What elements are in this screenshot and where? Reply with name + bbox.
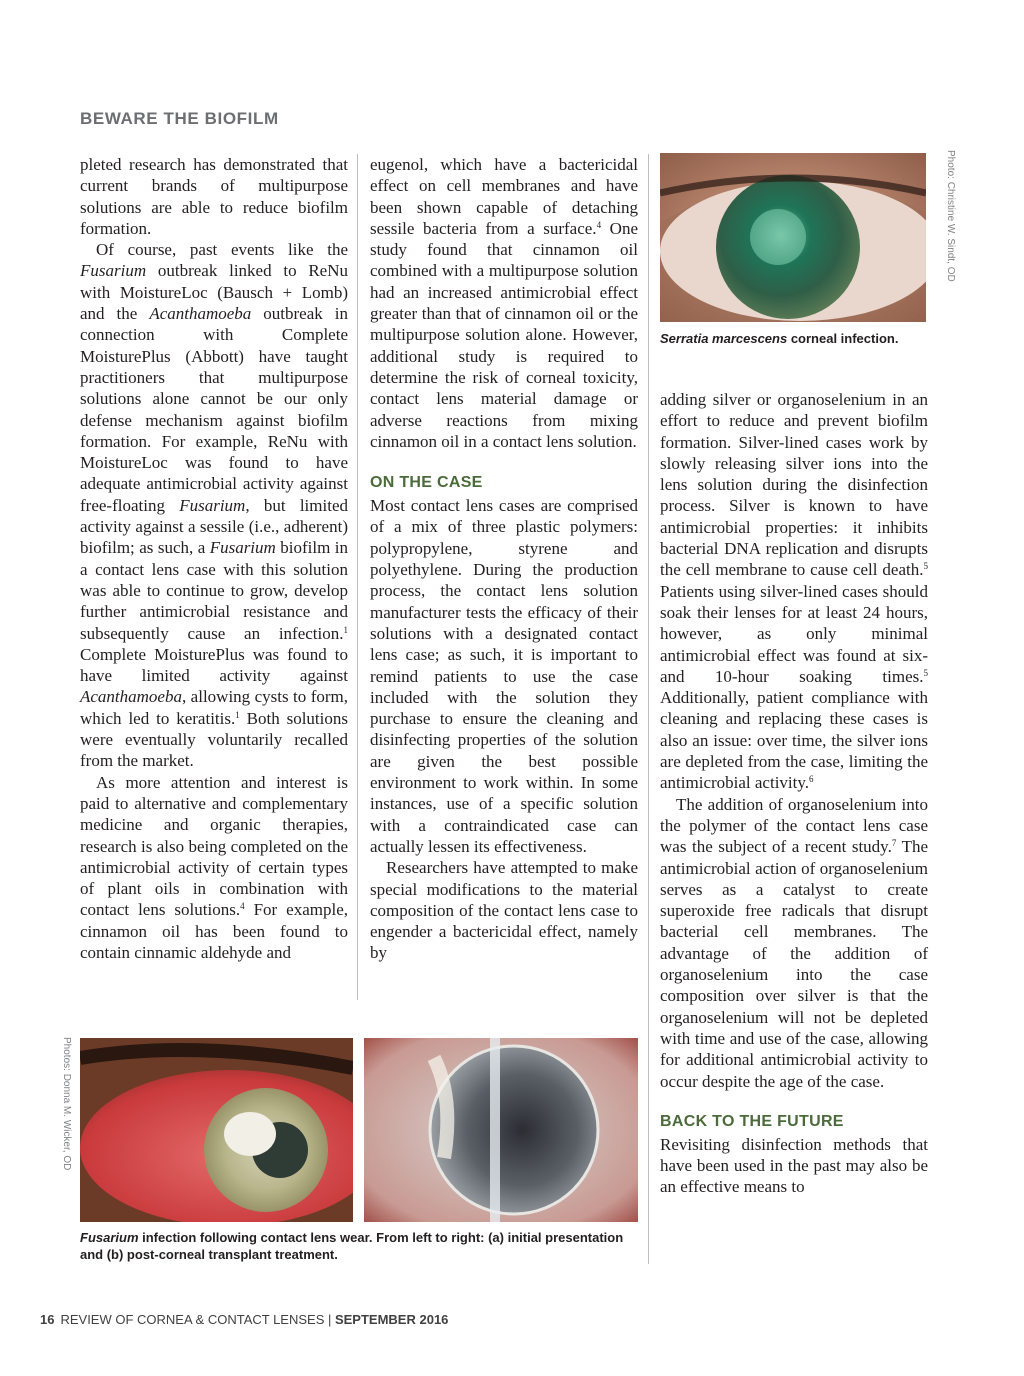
paragraph: adding silver or organoselenium in an effort to reduce and prevent biofilm formation. Silver-lined cases work by slowly releasing silver ions into the lens solution during the disinfection process. Silver is known to have antimicrobial properties: it inhibits bacterial DNA replication and disrupts the cell membrane to cause cell death.$^5$ Patients using silver-lined cases should soak their lenses for at least 24 hours, however, as only minimal antimicrobial effect was found at six- and 10-hour soaking times.$^5$ Additionally, patient compliance with cleaning and replacing these cases is also an issue: over time, the silver ions are depleted from the case, limiting the antimicrobial activity.$^6$: [660, 390, 928, 793]
section-header: BEWARE THE BIOFILM: [80, 109, 279, 128]
paragraph: Most contact lens cases are comprised of a mix of three plastic polymers: polypropylene, styrene and polyethylene. During the production process, the contact lens solution manufacturer tests the efficacy of their solutions with a designated contact lens case; as such, it is important to remind patients to use the case included with the solution they purchase to ensure the cleaning and disinfecting properties of the solution are given the best possible environment to work within. In some instances, use of a specific solution with a contraindicated case can actually lessen its effectiveness.: [370, 496, 638, 856]
page-footer: [40, 1312, 448, 1327]
paragraph: pleted research has demonstrated that current brands of multipurpose solutions are able to reduce biofilm formation.: [80, 155, 348, 238]
paragraph: Of course, past events like the Fusarium outbreak linked to ReNu with MoistureLoc (Bausch + Lomb) and the Acanthamoeba outbreak in connection with Complete MoisturePlus (Abbott) have taught practitioners that multipurpose solutions alone cannot be our only defense mechanism against biofilm formation. For example, ReNu with MoistureLoc was found to have adequate antimicrobial activity against free-floating Fusarium, but limited activity against a sessile (i.e., adherent) biofilm; as such, a Fusarium biofilm in a contact lens case with this solution was able to continue to grow, develop further antimicrobial resistance and subsequently cause an infection.$^1$ Complete MoisturePlus was found to have limited activity against Acanthamoeba, allowing cysts to form, which led to keratitis.$^1$ Both solutions were eventually voluntarily recalled from the market.: [80, 240, 348, 771]
paragraph: Researchers have attempted to make special modifications to the material composition of the contact lens case to engender a bactericidal effect, namely by: [370, 858, 638, 963]
column-divider: [648, 154, 649, 1264]
page-number: 16: [40, 1312, 55, 1327]
publication-name: REVIEW OF CORNEA & CONTACT LENSES |: [60, 1312, 335, 1327]
column-1: [80, 154, 348, 963]
eye-illustration: [80, 1038, 353, 1222]
column-2: [370, 154, 638, 964]
paragraph: eugenol, which have a bactericidal effect on cell membranes and have been shown capable of detaching sessile bacteria from a surface.$^4$ One study found that cinnamon oil combined with a multipurpose solution had an increased antimicrobial effect greater than that of cinnamon oil or the multipurpose solution alone. However, additional study is required to determine the risk of corneal toxicity, contact lens material damage or adverse reactions from mixing cinnamon oil in a contact lens solution.: [370, 155, 639, 451]
fusarium-initial-photo: [80, 1038, 353, 1222]
paragraph: Revisiting disinfection methods that have been used in the past may also be an effective means to: [660, 1134, 928, 1197]
eye-illustration: [660, 153, 926, 322]
figure-caption-bottom: Fusarium infection following contact lens wear. From left to right: (a) initial presentation and (b) post-corneal transplant treatment.: [80, 1230, 624, 1262]
eye-illustration: [364, 1038, 638, 1222]
issue-date: SEPTEMBER 2016: [334, 1312, 449, 1327]
paragraph: As more attention and interest is paid to alternative and complementary medicine and organic therapies, research is also being completed on the antimicrobial activity of certain types of plant oils in combination with contact lens solutions.$^4$ For example, cinnamon oil has been found to contain cinnamic aldehyde and: [80, 772, 349, 962]
figure-caption-top: Serratia marcescens corneal infection.: [660, 331, 899, 346]
subheading-back-to-the-future: BACK TO THE FUTURE: [660, 1112, 844, 1130]
fusarium-post-transplant-photo: [364, 1038, 638, 1222]
serratia-eye-photo: [660, 153, 926, 322]
paragraph: The addition of organoselenium into the polymer of the contact lens case was the subject of a recent study.$^7$ The antimicrobial action of organoselenium serves as a catalyst to create superoxide free radicals that disrupt bacterial cell membranes. The advantage of the addition of organoselenium into the case composition over silver is that the organoselenium will not be depleted with time and use of the case, allowing for additional antimicrobial activity to occur despite the age of the case.: [660, 794, 928, 1091]
photo-credit: Photos: Donna M. Wicker, OD: [61, 1037, 72, 1171]
photo-credit: Photo: Christine W. Sindt, OD: [945, 150, 956, 282]
column-3: [660, 389, 928, 1198]
subheading-on-the-case: ON THE CASE: [370, 474, 483, 492]
column-divider: [357, 154, 358, 1000]
